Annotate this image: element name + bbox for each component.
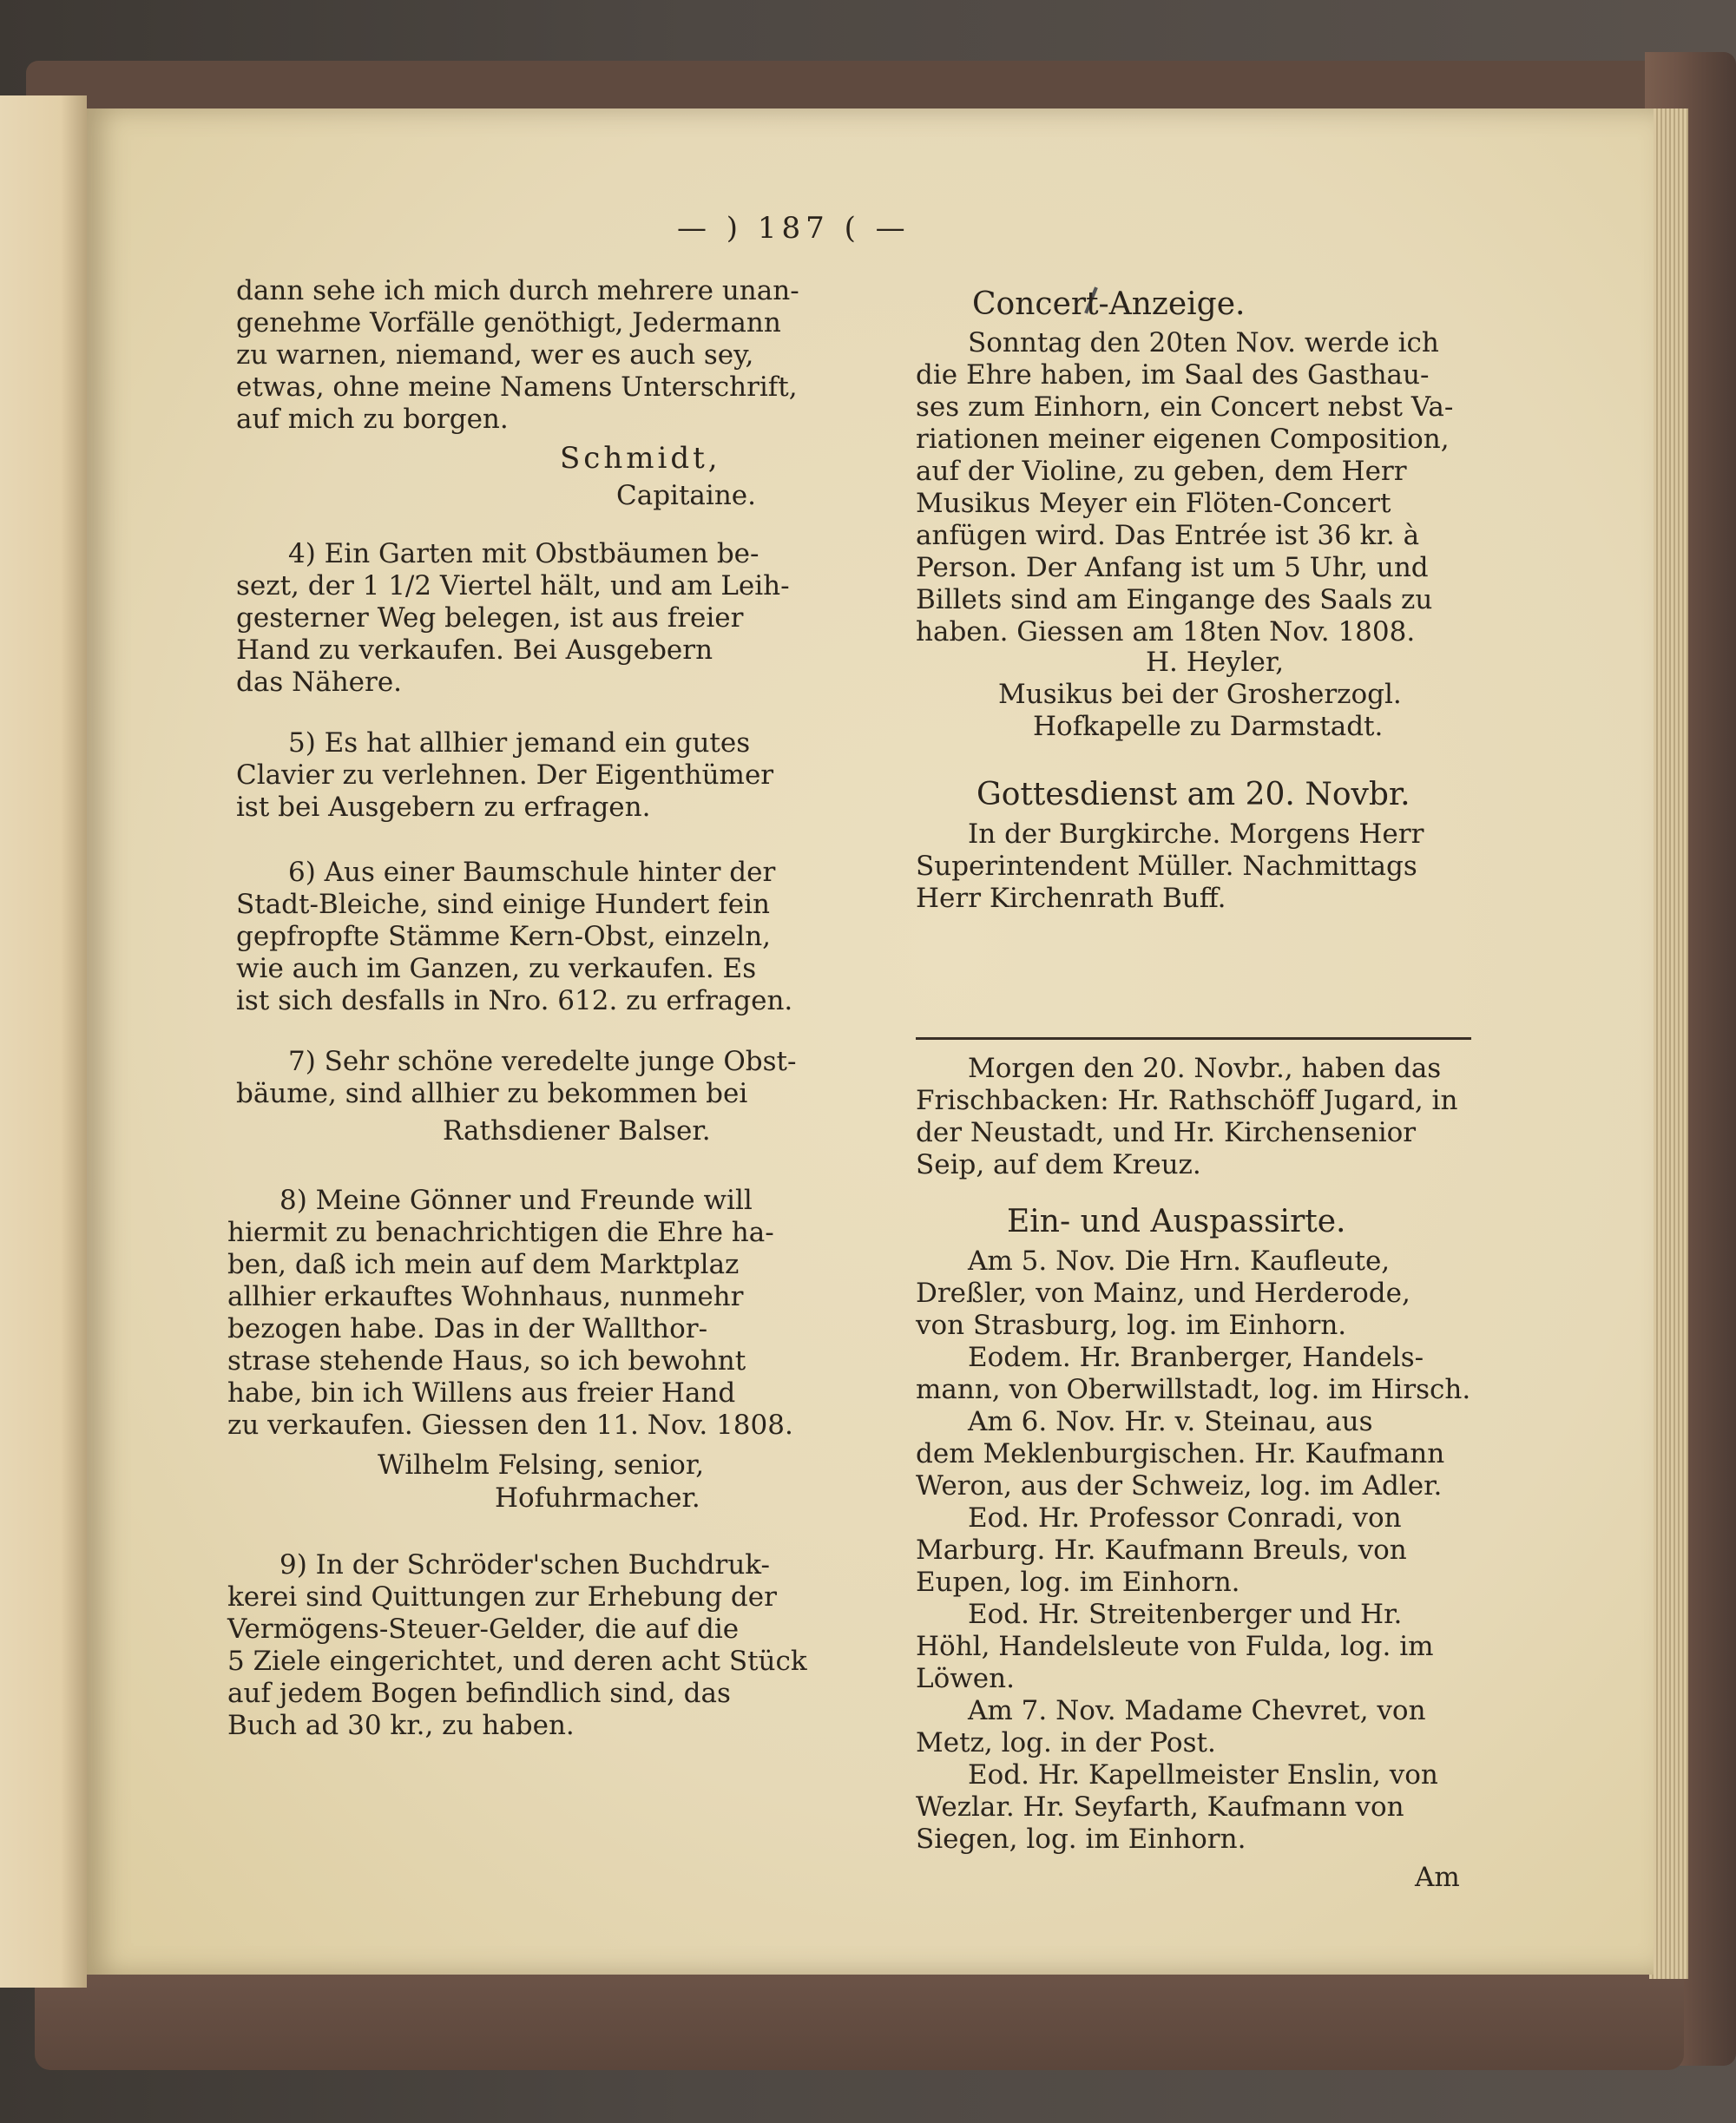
text-line: sezt, der 1 1/2 Viertel hält, und am Leih-	[236, 570, 790, 601]
text-line: gesterner Weg belegen, ist aus freier	[236, 602, 744, 634]
text-line: Person. Der Anfang ist um 5 Uhr, und	[916, 552, 1429, 583]
text-line: von Strasburg, log. im Einhorn.	[916, 1310, 1347, 1341]
text-line: auf der Violine, zu geben, dem Herr	[916, 456, 1407, 487]
text-line: H. Heyler,	[1146, 647, 1285, 678]
text-line: genehme Vorfälle genöthigt, Jedermann	[236, 307, 781, 338]
ad-5	[236, 727, 773, 824]
book-page	[87, 108, 1654, 1975]
section-rule	[916, 1037, 1471, 1040]
text-line: 8) Meine Gönner und Freunde will	[279, 1185, 753, 1216]
text-line: Morgen den 20. Novbr., haben das	[968, 1053, 1442, 1084]
text-line: Sonntag den 20ten Nov. werde ich	[968, 327, 1439, 358]
text-line: Am 7. Nov. Madame Chevret, von	[968, 1695, 1426, 1726]
text-line: Musikus Meyer ein Flöten-Concert	[916, 488, 1391, 519]
text-line: Eupen, log. im Einhorn.	[916, 1567, 1240, 1598]
text-line: allhier erkauftes Wohnhaus, nunmehr	[227, 1281, 744, 1312]
ad-4	[236, 538, 790, 699]
text-line: Seip, auf dem Kreuz.	[916, 1149, 1201, 1180]
text-line: Musikus bei der Grosherzogl.	[998, 679, 1402, 710]
text-line: Am 5. Nov. Die Hrn. Kaufleute,	[968, 1246, 1391, 1277]
text-line: auf jedem Bogen befindlich sind, das	[227, 1678, 731, 1709]
text-line: Eodem. Hr. Branberger, Handels-	[968, 1342, 1424, 1373]
text-line: die Ehre haben, im Saal des Gasthau-	[916, 359, 1430, 391]
text-line: gepfropfte Stämme Kern-Obst, einzeln,	[236, 921, 772, 952]
text-line: hiermit zu benachrichtigen die Ehre ha-	[227, 1217, 774, 1248]
text-line: ist sich desfalls in Nro. 612. zu erfragen.	[236, 985, 793, 1016]
text-line: ben, daß ich mein auf dem Marktplaz	[227, 1249, 740, 1280]
text-line: bezogen habe. Das in der Wallthor-	[227, 1313, 708, 1344]
text-line: dem Meklenburgischen. Hr. Kaufmann	[916, 1438, 1445, 1469]
text-line: Wezlar. Hr. Seyfarth, Kaufmann von	[916, 1791, 1404, 1823]
text-line: Eod. Hr. Kapellmeister Enslin, von	[968, 1759, 1438, 1791]
service-notice	[916, 818, 1424, 915]
text-line: Superintendent Müller. Nachmittags	[916, 851, 1417, 882]
text-line: 6) Aus einer Baumschule hinter der	[288, 857, 776, 888]
left-intro	[236, 275, 799, 436]
text-line: 5) Es hat allhier jemand ein gutes	[288, 727, 751, 759]
ad-8	[227, 1185, 793, 1442]
text-line: ist bei Ausgebern zu erfragen.	[236, 792, 651, 823]
text-line: 4) Ein Garten mit Obstbäumen be-	[288, 538, 760, 569]
page-header: — ) 187 ( —	[677, 211, 911, 246]
travel-heading: Ein- und Auspassirte.	[1007, 1204, 1346, 1239]
text-line: strase stehende Haus, so ich bewohnt	[227, 1345, 746, 1377]
concert-heading: Concert-Anzeige.	[972, 286, 1246, 322]
text-line: Clavier zu verlehnen. Der Eigenthümer	[236, 759, 774, 791]
ad-8-signature-name: Wilhelm Felsing, senior,	[378, 1449, 705, 1481]
left-intro-title: Capitaine.	[616, 480, 756, 511]
page-block-edges	[1649, 108, 1688, 1979]
text-line: Höhl, Handelsleute von Fulda, log. im	[916, 1631, 1434, 1662]
text-line: Siegen, log. im Einhorn.	[916, 1824, 1246, 1855]
text-line: zu warnen, niemand, wer es auch sey,	[236, 339, 754, 371]
text-line: haben. Giessen am 18ten Nov. 1808.	[916, 616, 1416, 647]
text-line: mann, von Oberwillstadt, log. im Hirsch.	[916, 1374, 1471, 1405]
text-line: wie auch im Ganzen, zu verkaufen. Es	[236, 953, 757, 984]
text-line: Herr Kirchenrath Buff.	[916, 883, 1226, 914]
text-line: bäume, sind allhier zu bekommen bei	[236, 1078, 748, 1109]
text-line: 5 Ziele eingerichtet, und deren acht Stück	[227, 1646, 807, 1677]
text-line: auf mich zu borgen.	[236, 404, 509, 435]
text-line: dann sehe ich mich durch mehrere unan-	[236, 275, 799, 306]
text-line: ses zum Einhorn, ein Concert nebst Va-	[916, 391, 1454, 423]
text-line: Vermögens-Steuer-Gelder, die auf die	[227, 1614, 740, 1645]
text-line: Weron, aus der Schweiz, log. im Adler.	[916, 1470, 1443, 1502]
text-line: Am 6. Nov. Hr. v. Steinau, aus	[968, 1406, 1373, 1437]
baking-notice	[916, 1053, 1457, 1181]
text-line: Billets sind am Eingange des Saals zu	[916, 584, 1433, 615]
concert-notice	[916, 327, 1453, 648]
text-line: zu verkaufen. Giessen den 11. Nov. 1808.	[227, 1410, 793, 1441]
book-cover-top	[26, 61, 1693, 113]
text-line: Metz, log. in der Post.	[916, 1727, 1216, 1758]
text-line: habe, bin ich Willens aus freier Hand	[227, 1377, 736, 1409]
text-line: der Neustadt, und Hr. Kirchensenior	[916, 1117, 1417, 1148]
ad-9	[227, 1549, 807, 1742]
text-line: In der Burgkirche. Morgens Herr	[968, 818, 1424, 850]
left-page-edge	[0, 95, 87, 1988]
text-line: Löwen.	[916, 1663, 1015, 1694]
text-line: Buch ad 30 kr., zu haben.	[227, 1710, 575, 1741]
text-line: Frischbacken: Hr. Rathschöff Jugard, in	[916, 1085, 1458, 1116]
left-intro-signature: Schmidt,	[560, 441, 721, 476]
text-line: etwas, ohne meine Namens Unterschrift,	[236, 371, 798, 403]
text-line: riationen meiner eigenen Composition,	[916, 424, 1450, 455]
text-line: anfügen wird. Das Entrée ist 36 kr. à	[916, 520, 1420, 551]
text-line: Marburg. Hr. Kaufmann Breuls, von	[916, 1535, 1407, 1566]
book-cover-bottom	[35, 1975, 1684, 2070]
ad-6	[236, 857, 792, 1017]
text-line: 9) In der Schröder'schen Buchdruk-	[279, 1549, 770, 1581]
text-line: Dreßler, von Mainz, und Herderode,	[916, 1278, 1410, 1309]
text-line: das Nähere.	[236, 667, 403, 698]
text-line: Hand zu verkaufen. Bei Ausgebern	[236, 634, 713, 666]
travel-list	[916, 1246, 1470, 1856]
text-line: 7) Sehr schöne veredelte junge Obst-	[288, 1046, 797, 1077]
text-line: Eod. Hr. Professor Conradi, von	[968, 1502, 1402, 1534]
ad-7	[236, 1046, 796, 1110]
catchword: Am	[1415, 1862, 1460, 1893]
service-heading: Gottesdienst am 20. Novbr.	[976, 777, 1410, 812]
text-line: Hofkapelle zu Darmstadt.	[1033, 711, 1384, 742]
ad-7-signature: Rathsdiener Balser.	[443, 1115, 711, 1147]
text-line: Eod. Hr. Streitenberger und Hr.	[968, 1599, 1403, 1630]
text-line: kerei sind Quittungen zur Erhebung der	[227, 1581, 777, 1613]
ad-8-signature-title: Hofuhrmacher.	[495, 1482, 700, 1514]
concert-signature	[998, 647, 1402, 743]
text-line: Stadt-Bleiche, sind einige Hundert fein	[236, 889, 770, 920]
